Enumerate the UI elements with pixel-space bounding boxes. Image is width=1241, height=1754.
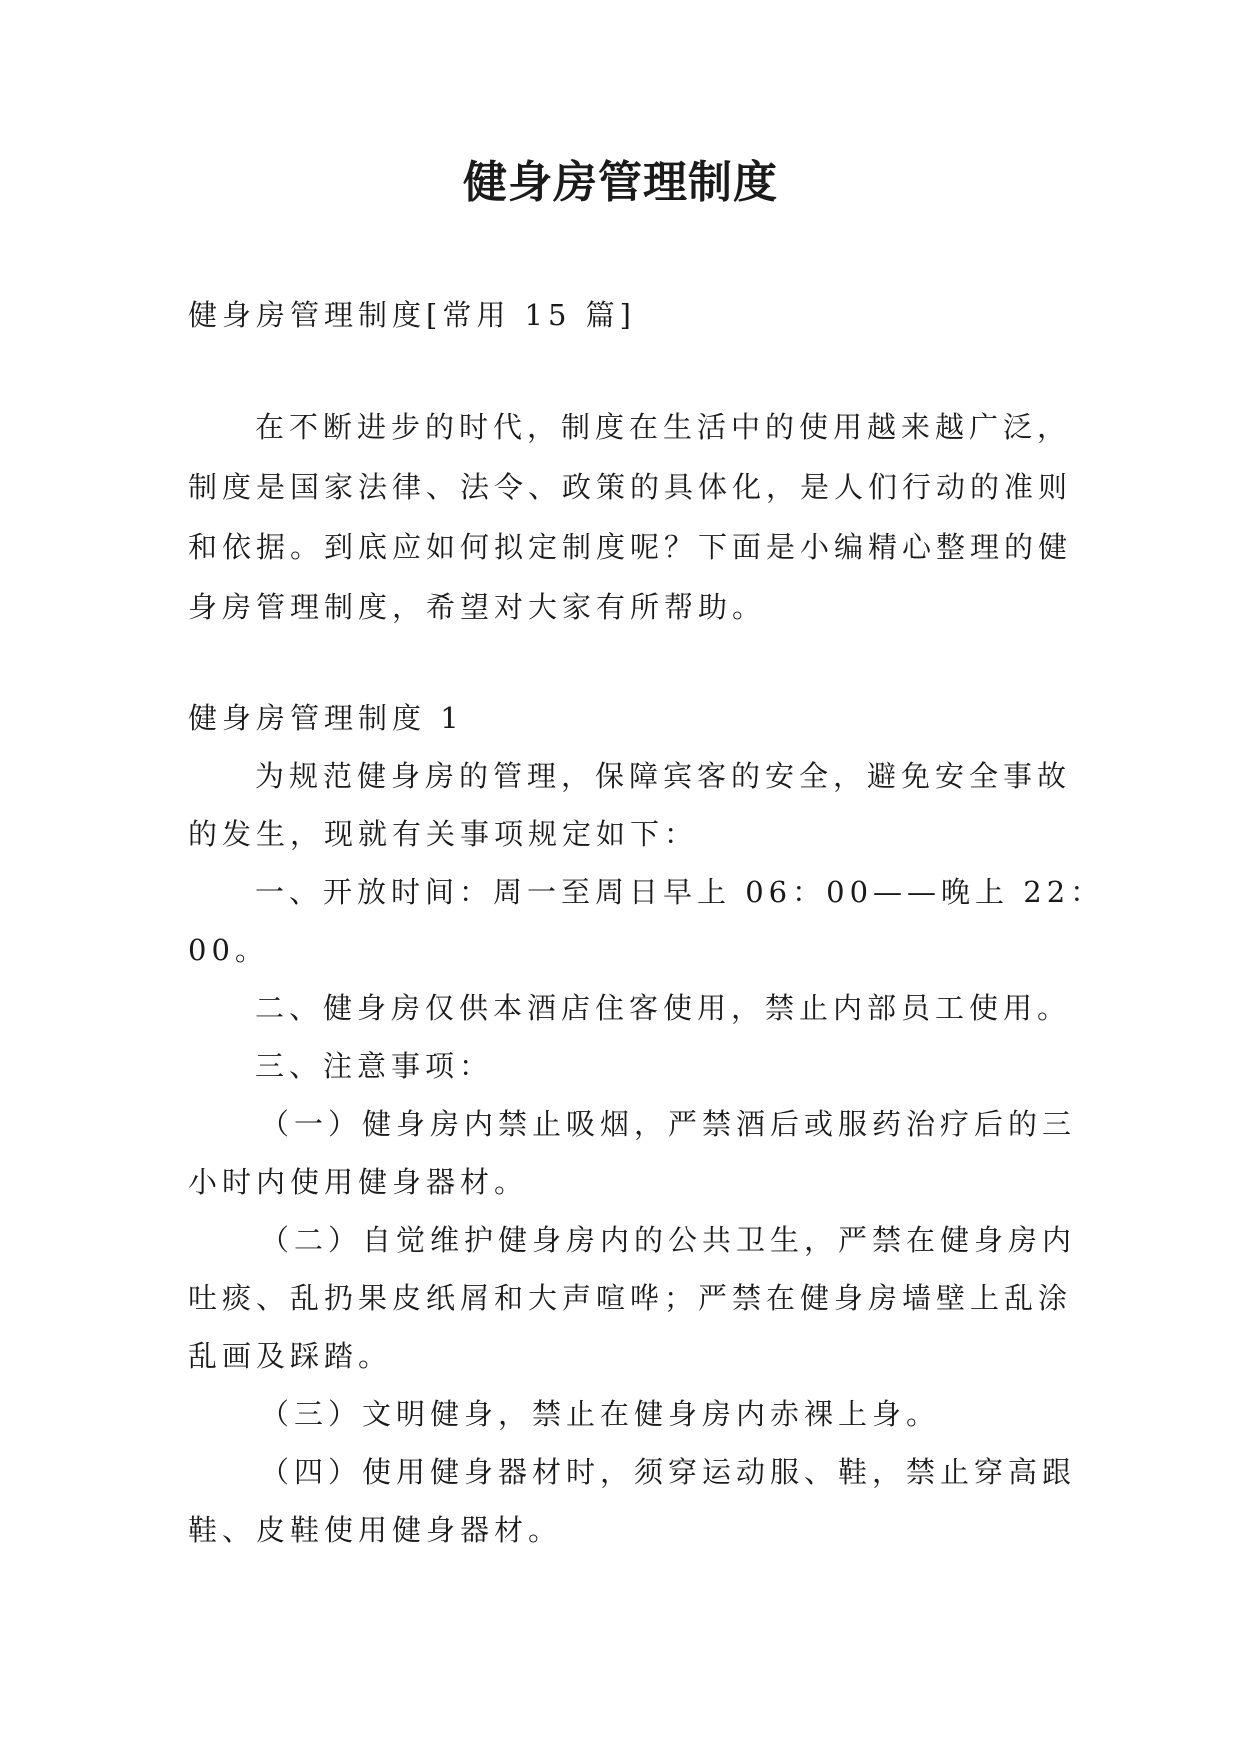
section-line: 乱画及踩踏。 bbox=[188, 1339, 393, 1373]
section-line: 鞋、皮鞋使用健身器材。 bbox=[188, 1513, 563, 1547]
intro-line: 制度是国家法律、法令、政策的具体化，是人们行动的准则 bbox=[188, 470, 1073, 504]
section-line: （一）健身房内禁止吸烟，严禁酒后或服药治疗后的三 bbox=[260, 1107, 1077, 1141]
section-line: 小时内使用健身器材。 bbox=[188, 1165, 529, 1199]
section-line: （四）使用健身器材时，须穿运动服、鞋，禁止穿高跟 bbox=[260, 1455, 1077, 1489]
intro-line: 身房管理制度，希望对大家有所帮助。 bbox=[188, 590, 767, 624]
section-line: 为规范健身房的管理，保障宾客的安全，避免安全事故 bbox=[255, 759, 1072, 793]
section-line: 一、开放时间：周一至周日早上 06：00——晚上 22： bbox=[255, 875, 1105, 909]
section-line: 三、注意事项： bbox=[255, 1049, 494, 1083]
section-heading: 健身房管理制度 1 bbox=[188, 701, 464, 735]
section-line: 二、健身房仅供本酒店住客使用，禁止内部员工使用。 bbox=[255, 991, 1072, 1025]
document-subtitle: 健身房管理制度[常用 15 篇] bbox=[188, 298, 636, 332]
section-line: （三）文明健身，禁止在健身房内赤裸上身。 bbox=[260, 1397, 941, 1431]
intro-line: 在不断进步的时代，制度在生活中的使用越来越广泛， bbox=[255, 410, 1072, 444]
section-line: 吐痰、乱扔果皮纸屑和大声喧哗；严禁在健身房墙壁上乱涂 bbox=[188, 1281, 1073, 1315]
section-line: （二）自觉维护健身房内的公共卫生，严禁在健身房内 bbox=[260, 1223, 1077, 1257]
section-line: 的发生，现就有关事项规定如下： bbox=[188, 817, 699, 851]
intro-line: 和依据。到底应如何拟定制度呢？下面是小编精心整理的健 bbox=[188, 530, 1073, 564]
section-line: 00。 bbox=[188, 933, 269, 967]
document-title: 健身房管理制度 bbox=[463, 157, 778, 208]
